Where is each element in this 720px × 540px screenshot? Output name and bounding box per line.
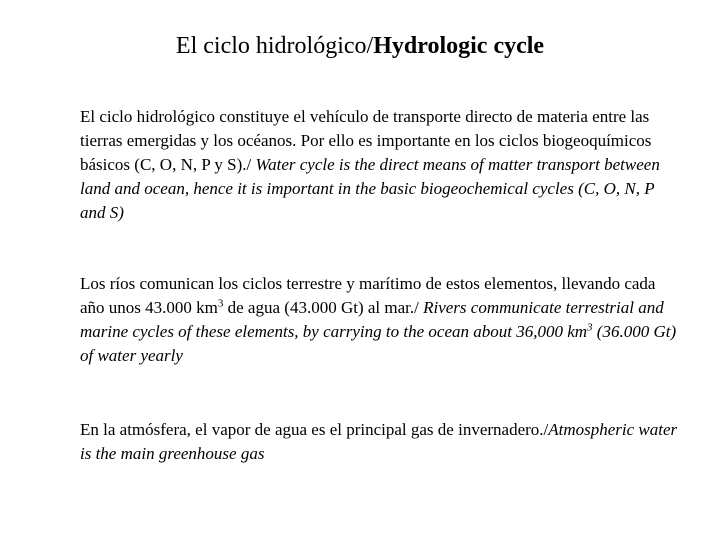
paragraph-1-spanish: El ciclo hidrológico constituye el vehículo de transporte directo de materia entre las tierras emergidas y los océanos. Por ello es importante en los ciclos biogeoquímicos básicos (C, O, N, P y S)./ — [80, 107, 652, 174]
title-spanish: El ciclo hidrológico/ — [175, 33, 374, 59]
paragraph-1-english: Water cycle is the direct means of matter transport between land and ocean, hence it is important in the basic biogeochemical cycles (C, O, N, P and S) — [80, 155, 660, 222]
paragraph-2-english-a: Rivers communicate terrestrial and marine cycles of these elements, by carrying to the ocean about 36,000 km — [80, 298, 664, 341]
paragraph-atmosphere — [80, 418, 680, 466]
title-english: Hydrologic cycle — [373, 33, 545, 59]
paragraph-3-spanish: En la atmósfera, el vapor de agua es el principal gas de invernadero./ — [80, 420, 549, 439]
paragraph-2-english-superscript: 3 — [587, 321, 593, 334]
paragraph-2-spanish-b: de agua (43.000 Gt) al mar./ — [223, 298, 424, 317]
paragraph-2-spanish-superscript: 3 — [217, 297, 224, 310]
paragraph-2-english-b: (36.000 Gt) of water yearly — [80, 322, 677, 365]
paragraph-water-cycle — [80, 105, 680, 225]
paragraph-3-english: Atmospheric water is the main greenhouse gas — [80, 420, 678, 463]
slide-title — [0, 30, 720, 62]
paragraph-2-spanish-a: Los ríos comunican los ciclos terrestre y marítimo de estos elementos, llevando cada año unos 43.000 km — [80, 274, 656, 317]
paragraph-rivers — [80, 272, 680, 368]
